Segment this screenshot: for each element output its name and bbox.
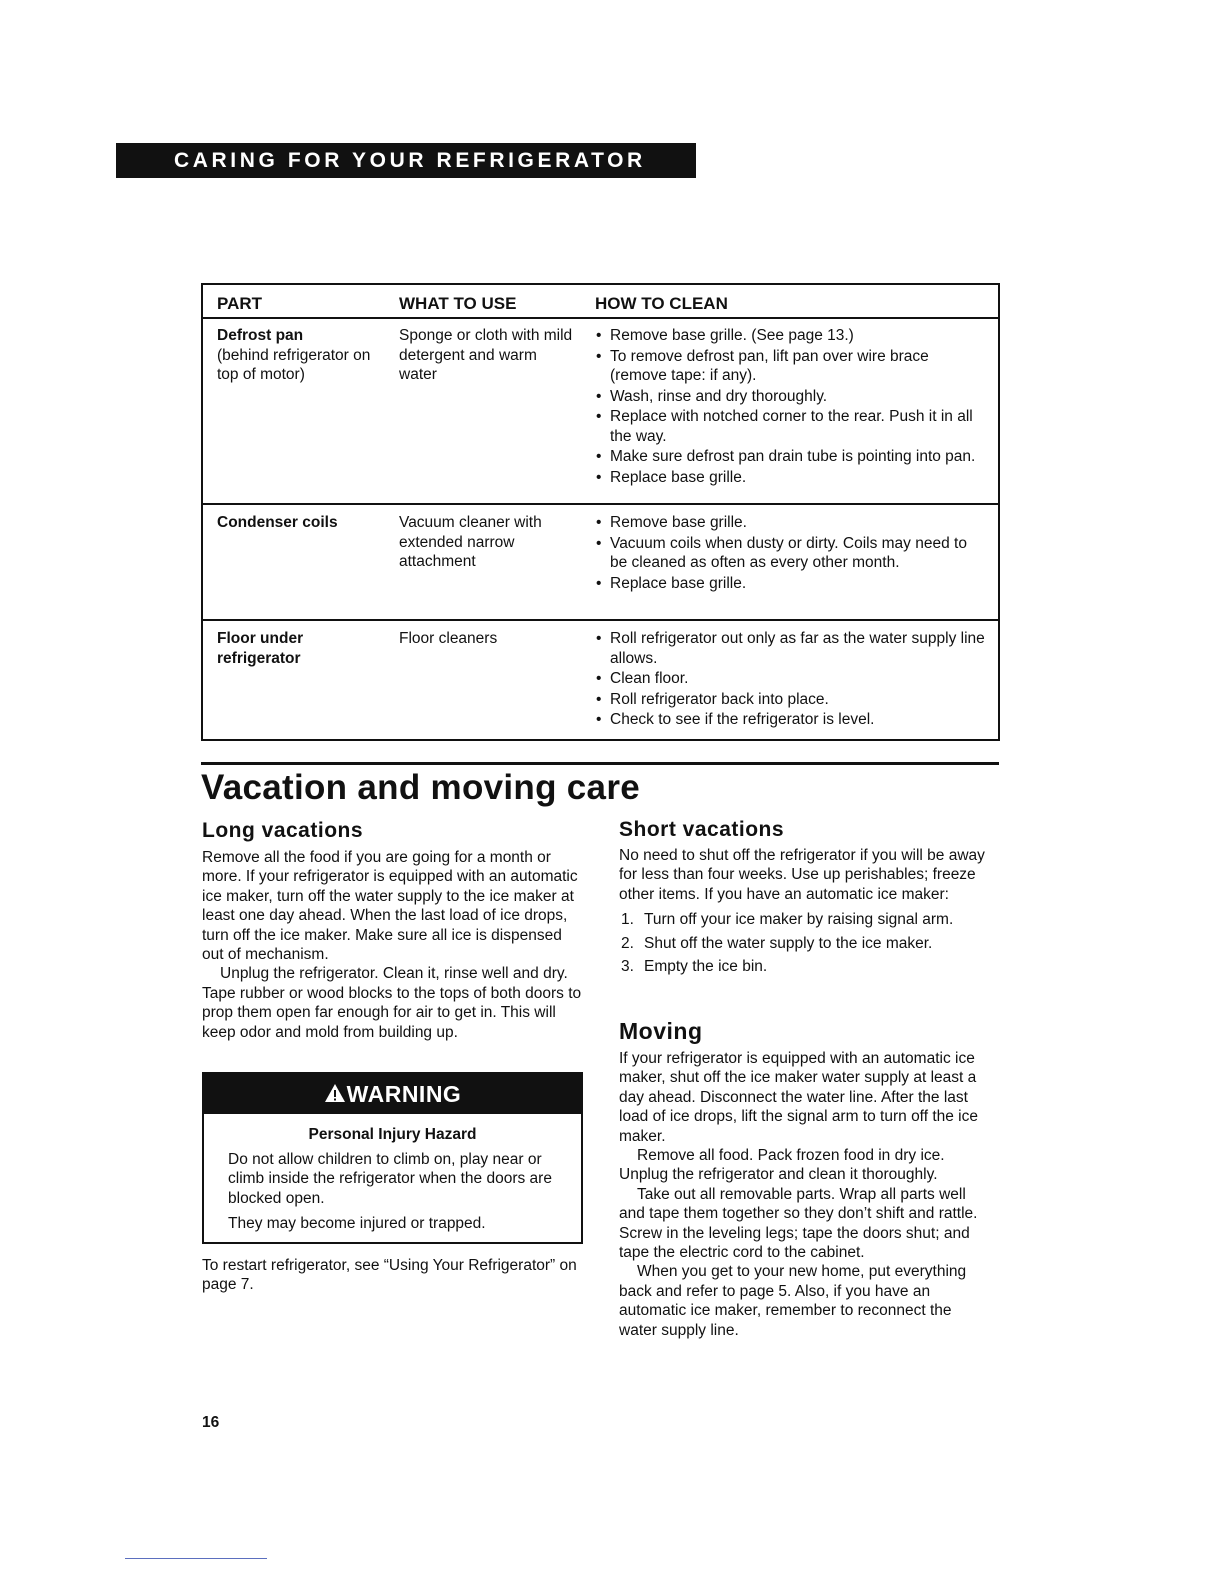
list-item: • Replace base grille.: [595, 574, 985, 594]
list-item: • Roll refrigerator back into place.: [595, 690, 985, 710]
header-what-to-use: WHAT TO USE: [399, 294, 517, 313]
paragraph: If your refrigerator is equipped with an automatic ice maker, shut off the ice maker water supply at least a day ahead. Disconnect the water line. After the last load of ice drops, lift the signal arm to turn off the ice maker.: [619, 1050, 978, 1145]
paragraph: To restart refrigerator, see “Using Your Refrigerator” on page 7.: [202, 1257, 577, 1294]
part-name: Floor under refrigerator: [217, 630, 304, 667]
how-to-clean-cell: [595, 326, 985, 488]
short-vacations-text: [619, 846, 985, 980]
section-title: Vacation and moving care: [201, 768, 641, 807]
table-row: [203, 318, 998, 505]
list-item: • Remove base grille. (See page 13.): [595, 326, 985, 346]
list-item: • Roll refrigerator out only as far as the water supply line allows.: [595, 629, 985, 668]
table-header-row: [203, 285, 998, 319]
table-row: [203, 621, 998, 739]
paragraph: Do not allow children to climb on, play near or climb inside the refrigerator when the doors are blocked open.: [228, 1151, 552, 1207]
list-item: [619, 910, 985, 929]
list-item: • Check to see if the refrigerator is level.: [595, 710, 985, 730]
part-cell: [217, 629, 387, 668]
how-to-clean-cell: [595, 629, 985, 731]
moving-heading: Moving: [619, 1018, 703, 1044]
part-name: Defrost pan: [217, 327, 304, 344]
paragraph: They may become injured or trapped.: [228, 1215, 486, 1233]
warning-header: [204, 1074, 581, 1114]
paragraph: Remove all the food if you are going for a month or more. If your refrigerator is equipped with an automatic ice maker, turn off the water supply to the ice maker at least one day ahead. When the last load of ice drops, turn off the ice maker. Make sure all ice is dispensed out of mechanism.: [202, 849, 578, 964]
list-item: • Clean floor.: [595, 669, 985, 689]
list-item: • Remove base grille.: [595, 513, 985, 533]
list-item: [619, 957, 985, 976]
paragraph: No need to shut off the refrigerator if you will be away for less than four weeks. Use up perishables; freeze other items. If you have an automatic ice maker:: [619, 847, 985, 903]
step-number: 1.: [621, 911, 634, 929]
paragraph: Remove all food. Pack frozen food in dry ice. Unplug the refrigerator and clean it thoroughly.: [619, 1147, 945, 1184]
table-row: [203, 505, 998, 621]
warning-triangle-icon: [324, 1083, 346, 1103]
warning-label: WARNING: [346, 1081, 462, 1107]
part-cell: [217, 326, 387, 385]
what-to-use-cell: Floor cleaners: [399, 630, 498, 647]
what-to-use-cell: Sponge or cloth with mild detergent and warm water: [399, 327, 573, 383]
list-item: • Make sure defrost pan drain tube is pointing into pan.: [595, 447, 985, 467]
section-banner: CARING FOR YOUR REFRIGERATOR: [116, 143, 696, 178]
warning-body: [228, 1150, 569, 1234]
list-item: • To remove defrost pan, lift pan over wire brace (remove tape: if any).: [595, 347, 985, 386]
step-text: Shut off the water supply to the ice maker.: [644, 934, 933, 952]
paragraph: Take out all removable parts. Wrap all parts well and tape them together so they don’t shift and rattle. Screw in the leveling legs; tape the doors shut; and tape the electric cord to the cabinet.: [619, 1185, 978, 1262]
header-part: PART: [217, 294, 263, 313]
step-number: 2.: [621, 934, 634, 952]
list-item: • Wash, rinse and dry thoroughly.: [595, 387, 985, 407]
moving-text: [619, 1049, 983, 1340]
step-text: Empty the ice bin.: [644, 958, 768, 976]
paragraph: When you get to your new home, put everything back and refer to page 5. Also, if you have an automatic ice maker, remember to reconnect the water supply line.: [619, 1263, 967, 1339]
warning-title: Personal Injury Hazard: [308, 1126, 477, 1143]
cleaning-table: [201, 283, 1000, 741]
list-item: • Replace with notched corner to the rear. Push it in all the way.: [595, 407, 985, 446]
section-divider: [201, 762, 999, 765]
long-vacations-heading: Long vacations: [202, 819, 364, 842]
list-item: • Vacuum coils when dusty or dirty. Coils may need to be cleaned as often as every other month.: [595, 534, 985, 573]
footer-rule: [125, 1558, 267, 1559]
what-to-use-cell: Vacuum cleaner with extended narrow attachment: [399, 514, 542, 570]
long-vacations-text: [202, 848, 583, 1042]
page-number: 16: [202, 1414, 220, 1431]
warning-box: [202, 1072, 583, 1244]
part-cell: [217, 513, 387, 533]
step-number: 3.: [621, 958, 634, 976]
short-vacations-heading: Short vacations: [619, 818, 785, 841]
paragraph: Unplug the refrigerator. Clean it, rinse well and dry. Tape rubber or wood blocks to the tops of both doors to prop them open far enough for air to get in. This will keep odor and mold from building up.: [202, 965, 582, 1041]
how-to-clean-cell: [595, 513, 985, 594]
part-name: Condenser coils: [217, 514, 338, 531]
list-item: [619, 934, 985, 953]
part-detail: (behind refrigerator on top of motor): [217, 346, 371, 383]
step-text: Turn off your ice maker by raising signal arm.: [644, 911, 954, 929]
list-item: • Replace base grille.: [595, 468, 985, 488]
header-how-to-clean: HOW TO CLEAN: [595, 294, 728, 313]
restart-note: [202, 1256, 583, 1295]
